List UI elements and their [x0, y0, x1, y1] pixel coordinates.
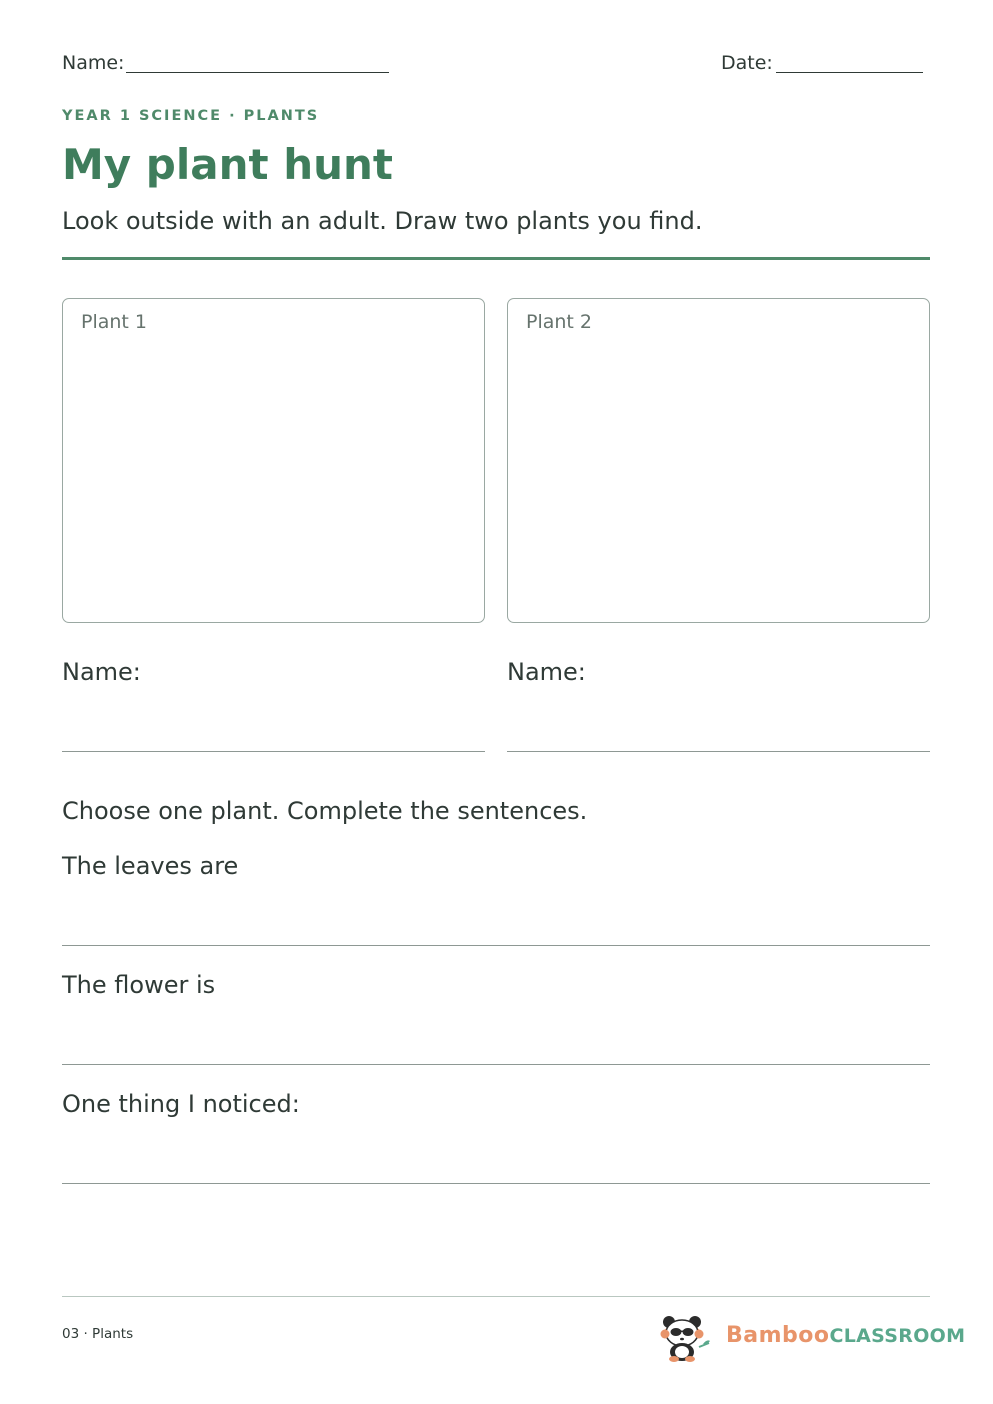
name-label: Name: [62, 52, 125, 74]
footer-divider [62, 1296, 930, 1297]
noticed-prompt: One thing I noticed: [62, 1090, 300, 1118]
plant-1-label: Plant 1 [81, 311, 147, 333]
instructions-text: Look outside with an adult. Draw two plants you find. [62, 207, 703, 235]
noticed-answer-line[interactable] [62, 1183, 930, 1184]
plant-2-name-label: Name: [507, 658, 586, 686]
plant-1-drawing-box[interactable] [62, 298, 485, 623]
subject-eyebrow: YEAR 1 SCIENCE · PLANTS [62, 108, 320, 124]
leaves-answer-line[interactable] [62, 945, 930, 946]
flower-answer-line[interactable] [62, 1064, 930, 1065]
leaves-prompt: The leaves are [62, 852, 239, 880]
name-blank-line[interactable] [126, 72, 389, 73]
sentences-intro: Choose one plant. Complete the sentences. [62, 797, 588, 825]
flower-prompt: The flower is [62, 971, 216, 999]
plant-1-name-label: Name: [62, 658, 141, 686]
plant-1-name-line[interactable] [62, 751, 485, 752]
plant-2-label: Plant 2 [526, 311, 592, 333]
panda-mascot-icon [657, 1313, 711, 1363]
page-title: My plant hunt [62, 140, 393, 189]
logo-word-bamboo: Bamboo [726, 1323, 830, 1348]
date-blank-line[interactable] [776, 72, 923, 73]
plant-2-name-line[interactable] [507, 751, 930, 752]
plant-2-drawing-box[interactable] [507, 298, 930, 623]
date-label: Date: [721, 52, 773, 74]
bamboo-classroom-logo [657, 1313, 966, 1363]
title-divider [62, 257, 930, 260]
logo-word-classroom: CLASSROOM [829, 1325, 966, 1347]
logo-wordmark [726, 1323, 965, 1348]
page-footer-label: 03 · Plants [62, 1326, 134, 1342]
